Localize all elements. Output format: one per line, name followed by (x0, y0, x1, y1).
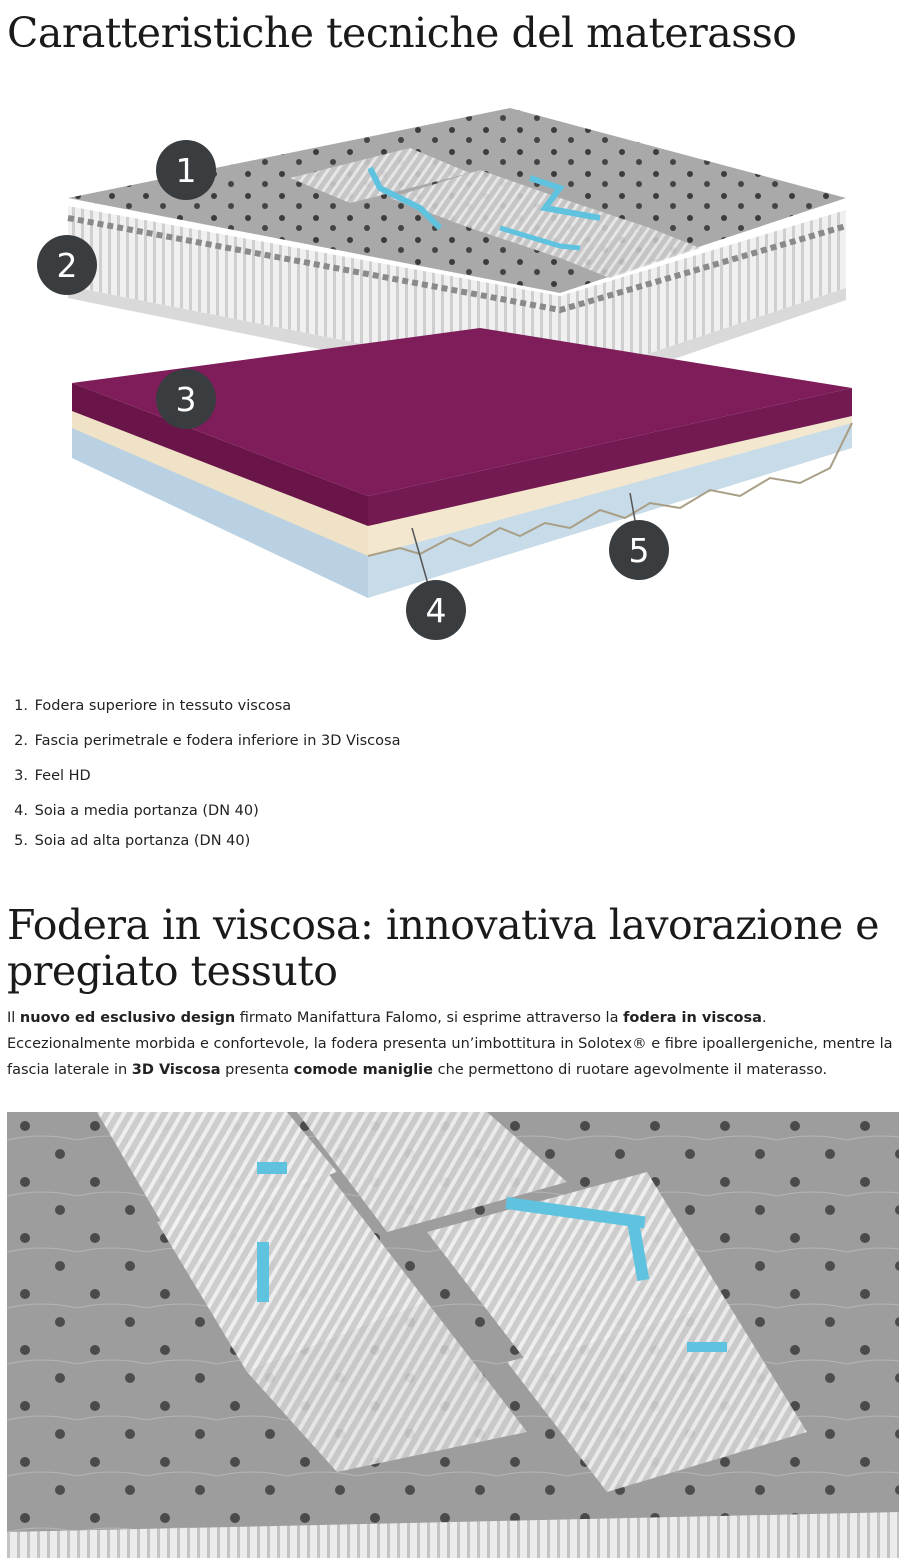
badge-3 (156, 369, 216, 429)
cover-description: Il nuovo ed esclusivo design firmato Manifattura Falomo, si esprime attraverso la fodera in viscosa. Eccezionalmente morbida e confortevole, la fodera presenta un’imbottitura in Solotex® e fibre ipoallergeniche, mentre la fascia laterale in 3D Viscosa presenta comode maniglie che permettono di ruotare agevolmente il materasso. (7, 1010, 893, 1078)
svg-text:1: 1 (175, 151, 197, 190)
svg-text:2: 2 (56, 246, 78, 285)
badge-2 (37, 235, 97, 295)
spec-list (12, 693, 400, 863)
section-title-technical: Caratteristiche tecniche del materasso (7, 9, 797, 57)
list-item: 4. Soia a media portanza (DN 40) (14, 803, 259, 819)
list-item: 2. Fascia perimetrale e fodera inferiore in 3D Viscosa (14, 733, 401, 749)
badge-5 (609, 520, 669, 580)
mattress-cover-closeup-image (7, 1112, 899, 1558)
list-item: 5. Soia ad alta portanza (DN 40) (14, 833, 251, 849)
badge-1 (156, 140, 216, 200)
svg-text:5: 5 (628, 531, 650, 570)
svg-text:3: 3 (175, 380, 197, 419)
section-title-cover: Fodera in viscosa: innovativa lavorazione e pregiato tessuto (7, 901, 880, 995)
list-item: 1. Fodera superiore in tessuto viscosa (14, 698, 292, 714)
svg-text:4: 4 (425, 591, 447, 630)
mattress-layers-diagram (0, 78, 900, 658)
badge-4 (406, 580, 466, 640)
list-item: 3. Feel HD (14, 768, 91, 784)
foam-block (72, 328, 852, 598)
